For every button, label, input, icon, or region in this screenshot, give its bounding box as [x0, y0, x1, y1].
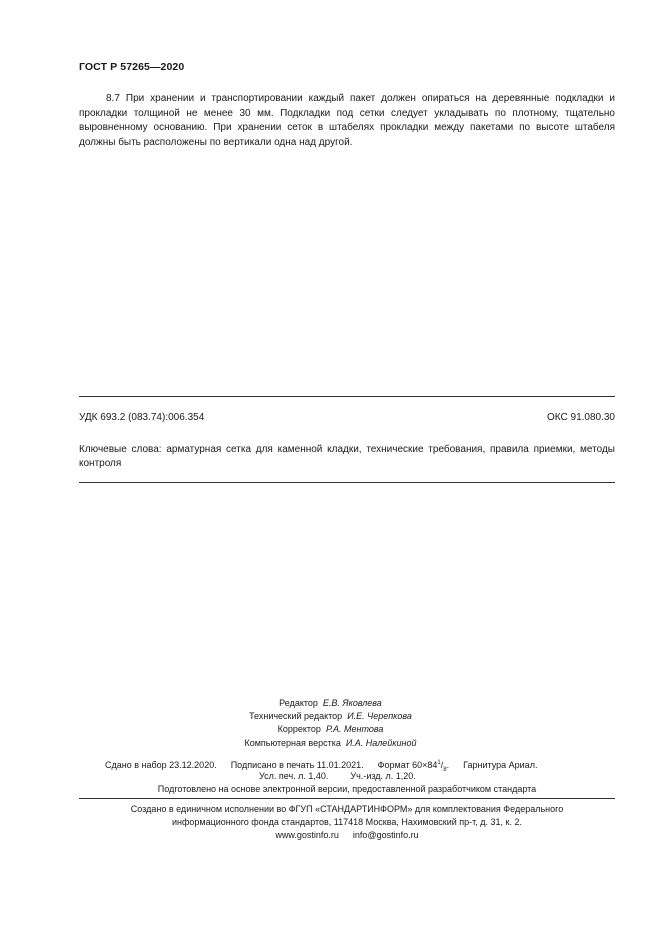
tech-editor-name: И.Е. Черепкова: [347, 711, 412, 722]
layout-name: И.А. Налейкиной: [345, 737, 417, 748]
footer-line1: Создано в единичном исполнении во ФГУП «СТАНДАРТИНФОРМ» для комплектования Федерального: [130, 804, 564, 814]
credit-tech-editor: Технический редактор И.Е. Черепкова: [249, 711, 412, 722]
print-info-line2: [259, 770, 416, 783]
publication-sheets: Уч.-изд. л. 1,20.: [350, 771, 416, 781]
divider-footer: [79, 798, 615, 799]
submitted-date: Сдано в набор 23.12.2020.: [105, 760, 217, 770]
corrector-name: Р.А. Ментова: [325, 724, 384, 735]
website-link[interactable]: www.gostinfo.ru: [275, 830, 339, 840]
section-text: При хранении и транспортировании каждый пакет должен опираться на деревянные подкладки и прокладки толщиной не менее 30 мм. Подкладки под сетки следует укладывать по плотному, тщательно выровненному основанию. При хранении сеток в штабелях прокладки между пакетами по высоте штабеля должны быть расположены по вертикали одна над другой.: [79, 93, 615, 148]
printed-sheets: Усл. печ. л. 1,40.: [259, 771, 329, 781]
divider-top: [79, 396, 615, 397]
print-info-prepared: Подготовлено на основе электронной версии, предоставленной разработчиком стандарта: [157, 784, 537, 794]
paper-format: Формат $60\times 84^1/_8$.: [377, 760, 450, 773]
credit-editor: Редактор Е.В. Яковлева: [279, 698, 382, 708]
footer-contacts: [79, 829, 615, 842]
keywords: Ключевые слова: арматурная сетка для каменной кладки, технические требования, правила приемки, методы контроля: [79, 444, 615, 469]
credit-corrector: Корректор Р.А. Ментова: [277, 724, 384, 735]
footer-block: [79, 803, 615, 842]
typeface: Гарнитура Ариал.: [463, 760, 538, 770]
email-link[interactable]: info@gostinfo.ru: [352, 830, 419, 840]
section-paragraph: [79, 92, 615, 150]
oks-code: ОКС 91.080.30: [547, 412, 615, 423]
section-number: 8.7: [106, 93, 120, 104]
footer-line2: информационного фонда стандартов, 117418 Москва, Нахимовский пр-т, д. 31, к. 2.: [171, 817, 523, 827]
credits-block: [0, 697, 661, 750]
signed-date: Подписано в печать 11.01.2021.: [230, 760, 364, 770]
credit-layout: Компьютерная верстка И.А. Налейкиной: [244, 737, 417, 748]
page-header-standard: ГОСТ Р 57265—2020: [79, 61, 185, 73]
udk-code: УДК 693.2 (083.74):006.354: [79, 412, 205, 423]
divider-keywords: [79, 482, 615, 483]
editor-name: Е.В. Яковлева: [322, 698, 382, 708]
